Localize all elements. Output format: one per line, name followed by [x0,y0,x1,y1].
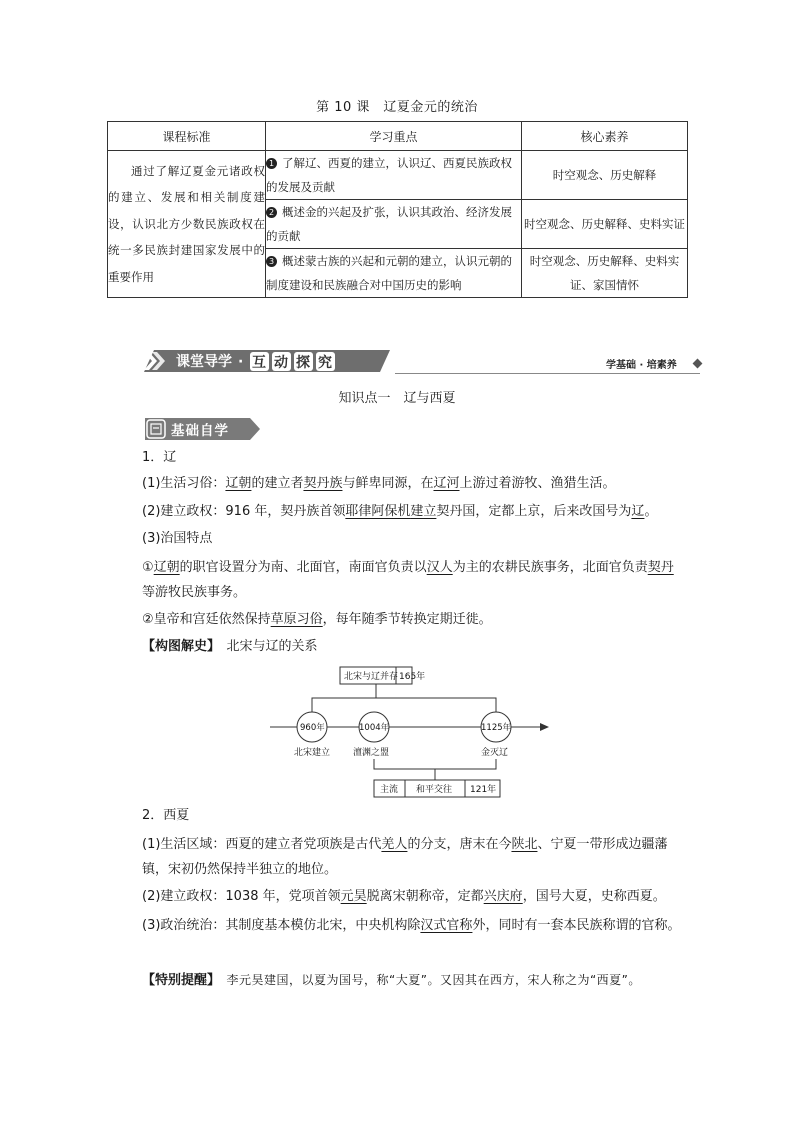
banner-char: 究 [318,355,332,371]
header-literacy: 核心素养 [522,122,688,151]
lesson-standards-table [107,121,688,298]
section-title: 知识点一 辽与西夏 [338,391,456,406]
date-1004: 1004年 [359,723,390,733]
focus-text: 了解辽、西夏的建立，认识辽、西夏民族政权的发展及贡献 [266,156,512,194]
table-header-row [108,122,688,151]
literacy-text: 时空观念、历史解释、史料实证、家国情怀 [522,249,688,298]
xixia-paragraph-3: (3)政治统治：其制度基本模仿北宋，中央机构除汉式官称外，同时有一套本民族称谓的官称。 [142,918,681,933]
banner-char: 动 [274,355,288,371]
focus-text: 概述金的兴起及扩张，认识其政治、经济发展的贡献 [266,205,512,243]
self-study-tag [145,418,260,440]
section-banner [140,348,390,374]
top-box-years: 165年 [399,672,426,682]
banner-dot: · [238,354,244,370]
tag-label: 基础自学 [171,423,229,439]
banner-title: 课堂导学 [176,354,232,370]
literacy-text: 时空观念、历史解释 [522,151,688,200]
banner-divider [395,373,700,374]
event-song-founded: 北宋建立 [294,748,331,758]
literacy-text: 时空观念、历史解释、史料实证 [522,200,688,249]
standard-text: 通过了解辽夏金元诸政权的建立、发展和相关制度建设，认识北方少数民族政权在统一多民族封建国家发展中的重要作用 [108,151,266,298]
event-chanyuan: 澶渊之盟 [353,748,390,758]
header-focus: 学习重点 [266,122,522,151]
banner-char: 探 [296,355,310,371]
xixia-paragraph-1: (1)生活区域：西夏的建立者党项族是古代羌人的分支，唐末在今陕北、宁夏一带形成边疆藩镇，宋初仍然保持半独立的地位。 [142,837,668,877]
number-badge: 2 [266,207,277,218]
date-960: 960年 [300,723,325,733]
banner-char: 互 [252,355,266,371]
song-liao-timeline [270,662,560,802]
diagram-caption: 【构图解史】 北宋与辽的关系 [142,639,318,654]
special-reminder: 【特别提醒】 李元昊建国，以夏为国号，称“大夏”。又因其在西方，宋人称之为“西夏”。 [142,973,641,988]
lesson-title: 第 10 课 辽夏金元的统治 [316,100,478,115]
header-standard: 课程标准 [108,122,266,151]
number-badge: 1 [266,158,277,169]
bottom-box-years: 121年 [470,785,497,795]
diamond-icon [693,359,703,369]
number-badge: 3 [266,256,277,267]
liao-paragraph-2: (2)建立政权：916 年，契丹族首领耶律阿保机建立契丹国，定都上京，后来改国号为辽。 [142,504,658,519]
liao-heading: 1．辽 [142,450,177,465]
liao-paragraph-1: (1)生活习俗：辽朝的建立者契丹族与鲜卑同源，在辽河上游过着游牧、渔猎生活。 [142,476,616,491]
liao-paragraph-4: ①辽朝的职官设置分为南、北面官，南面官负责以汉人为主的农耕民族事务，北面官负责契丹等游牧民族事务。 [142,560,674,600]
bottom-box-peace: 和平交往 [416,785,453,795]
focus-text: 概述蒙古族的兴起和元朝的建立，认识元朝的制度建设和民族融合对中国历史的影响 [266,254,512,292]
bottom-box-main: 主流 [380,785,399,795]
banner-slogan: 学基础 · 培素养 [606,360,677,371]
liao-paragraph-3: (3)治国特点 [142,531,213,546]
xixia-paragraph-2: (2)建立政权：1038 年，党项首领元昊脱离宋朝称帝，定都兴庆府，国号大夏，史称西夏。 [142,889,666,904]
event-jin-conquers-liao: 金灭辽 [481,748,509,758]
table-row [108,151,688,200]
xixia-heading: 2．西夏 [142,808,190,823]
top-box-label: 北宋与辽并存 [344,672,399,682]
date-1125: 1125年 [481,723,512,733]
liao-paragraph-5: ②皇帝和宫廷依然保持草原习俗，每年随季节转换定期迁徙。 [142,612,492,627]
